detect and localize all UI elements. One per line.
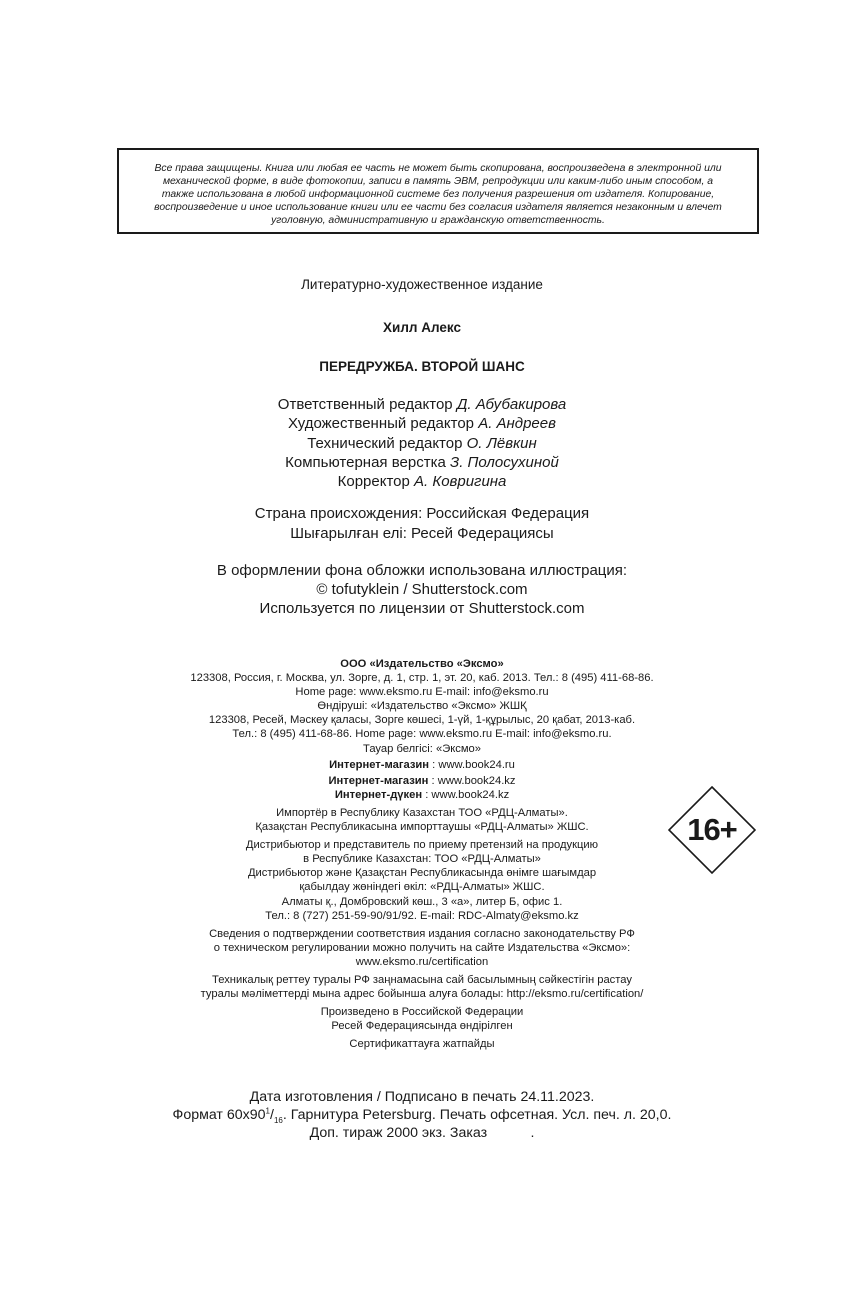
shop-label: Интернет-магазин — [328, 774, 429, 787]
distributor-line: Тел.: 8 (727) 251-59-90/91/92. E-mail: RDC-Almaty@eksmo.kz — [265, 909, 579, 922]
importer-ru: Импортёр в Республику Казахстан ТОО «РДЦ-Алматы». — [276, 806, 568, 819]
publisher-address: 123308, Россия, г. Москва, ул. Зорге, д. 1, стр. 1, эт. 20, каб. 2013. Тел.: 8 (495) 411-68-86. — [190, 672, 654, 685]
print-run: Доп. тираж 2000 экз. Заказ . — [309, 1125, 535, 1141]
editorial-staff — [0, 395, 844, 491]
staff-person: Д. Абубакирова — [456, 396, 567, 413]
shop-label: Интернет-дүкен — [334, 788, 423, 801]
staff-role: Ответственный редактор — [277, 396, 453, 413]
genre-label: Литературно-художественное издание — [301, 277, 543, 292]
produced-line: Произведено в Российской Федерации — [320, 1006, 524, 1019]
cover-credit — [0, 561, 844, 618]
staff-person: З. Полосухиной — [449, 453, 559, 471]
origin-kz: Шығарылған елі: Ресей Федерациясы — [290, 524, 554, 542]
age-rating-label: 16+ — [687, 812, 737, 847]
publisher-address-kz: 123308, Ресей, Мәскеу қаласы, Зорге көшесі, 1-үй, 1-құрылыс, 20 қабат, 2013-каб. — [208, 714, 636, 727]
staff-role: Компьютерная верстка — [285, 453, 446, 471]
rights-notice-line: также использована в любой информационной системе без получения разрешения от издателя. Копирование, — [161, 189, 715, 200]
rights-notice-line: воспроизведение и иное использование книги или ее части без согласия издателя является незаконным и влечет — [154, 202, 722, 213]
certification-note: Сертификаттауға жатпайды — [349, 1038, 495, 1051]
cover-credit-line: Используется по лицензии от Shutterstock.com — [259, 600, 585, 617]
publisher-name: ООО «Издательство «Эксмо» — [340, 658, 504, 670]
publisher-web: Home page: www.eksmo.ru E-mail: info@eksmo.ru — [295, 686, 549, 699]
cover-credit-line: В оформлении фона обложки использована иллюстрация: — [216, 562, 628, 579]
rights-notice-line: механической форме, в виде фотокопии, записи в память ЭВМ, репродукции или каким-либо иным способом, а — [162, 176, 714, 187]
distributor-line: Дистрибьютор және Қазақстан Республикасында өнімге шағымдар — [247, 867, 597, 880]
staff-line — [0, 434, 844, 453]
certification-ru-line: www.eksmo.ru/certification — [355, 955, 489, 968]
print-info — [0, 1088, 844, 1142]
certification-ru-line: о техническом регулировании можно получить на сайте Издательства «Эксмо»: — [213, 941, 631, 954]
certification-ru-line: Сведения о подтверждении соответствия издания согласно законодательству РФ — [209, 927, 635, 940]
distributor-line: қабылдау жөніндегі өкіл: «РДЦ-Алматы» ЖШС. — [299, 881, 545, 894]
publisher-contact-kz: Тел.: 8 (495) 411-68-86. Home page: www.eksmo.ru E-mail: info@eksmo.ru. — [232, 728, 612, 741]
distributor-line: в Республике Казахстан: ТОО «РДЦ-Алматы» — [303, 853, 541, 866]
staff-line — [0, 414, 844, 433]
print-format: Формат $60x90^1/_{16}$. Гарнитура Petersburg. Печать офсетная. Усл. печ. л. 20,0. — [172, 1106, 672, 1125]
produced-line: Ресей Федерациясында өндірілген — [331, 1020, 513, 1033]
staff-person: А. Ковригина — [414, 473, 507, 491]
country-of-origin — [0, 504, 844, 543]
shop-url: : www.book24.ru — [429, 758, 515, 771]
distributor-line: Алматы қ., Домбровский көш., 3 «а», литер Б, офис 1. — [281, 895, 563, 908]
publisher-kz: Өндіруші: «Издательство «Эксмо» ЖШҚ — [317, 700, 527, 713]
shop-line — [0, 758, 844, 772]
rights-notice-line: уголовную, административную и гражданскую ответственность. — [271, 215, 605, 226]
staff-person: А. Андреев — [478, 415, 556, 433]
cover-credit-line: © tofutyklein / Shutterstock.com — [316, 581, 528, 598]
print-date: Дата изготовления / Подписано в печать 24.11.2023. — [249, 1089, 595, 1105]
shop-url: : www.book24.kz — [422, 788, 510, 801]
shop-url: : www.book24.kz — [428, 774, 516, 787]
author-name: Хилл Алекс — [383, 320, 461, 335]
importer-kz: Қазақстан Республикасына импорттаушы «РДЦ-Алматы» ЖШС. — [255, 821, 589, 834]
staff-role: Технический редактор — [307, 434, 463, 452]
certification-kz-line: Техникалық реттеу туралы РФ заңнамасына сай басылымның сәйкестігін растау — [212, 973, 632, 986]
staff-role: Художественный редактор — [288, 415, 475, 433]
rights-notice-line: Все права защищены. Книга или любая ее часть не может быть скопирована, воспроизведена в электронной или — [154, 163, 722, 174]
staff-role: Корректор — [337, 473, 410, 491]
staff-person: О. Лёвкин — [466, 434, 537, 452]
staff-line — [0, 395, 844, 414]
staff-line — [0, 453, 844, 472]
trademark-kz: Тауар белгісі: «Эксмо» — [363, 742, 481, 755]
rights-notice-box — [117, 148, 759, 234]
book-title: ПЕРЕДРУЖБА. ВТОРОЙ ШАНС — [319, 359, 525, 374]
certification-kz-line: туралы мәліметтерді мына адрес бойынша алуға болады: http://eksmo.ru/certification/ — [200, 988, 644, 1001]
origin-ru: Страна происхождения: Российская Федерация — [254, 505, 590, 522]
distributor-line: Дистрибьютор и представитель по приему претензий на продукцию — [245, 839, 599, 852]
staff-line — [0, 472, 844, 491]
age-rating-badge — [668, 786, 756, 874]
shop-label: Интернет-магазин — [329, 758, 430, 771]
